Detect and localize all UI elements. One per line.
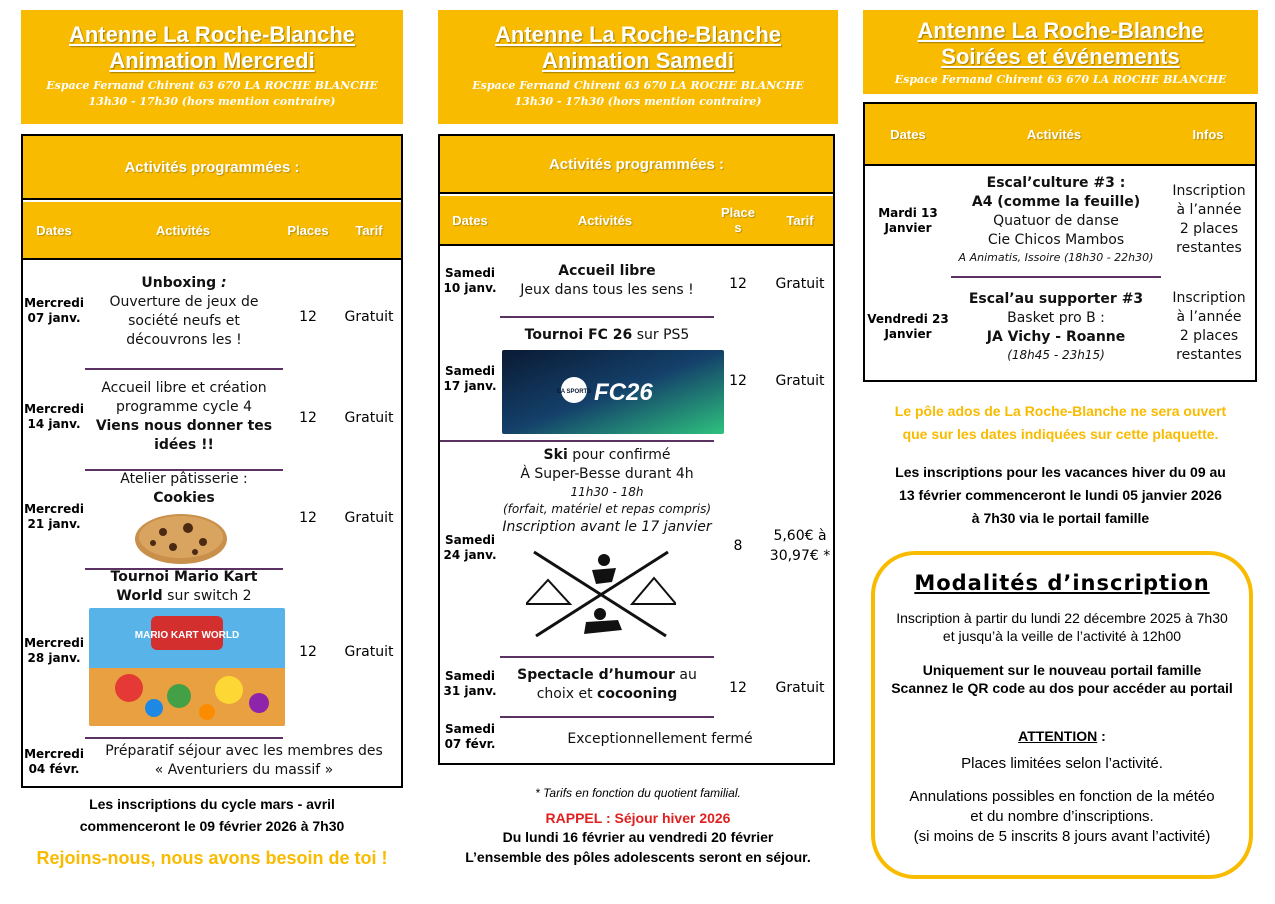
- activity-ferme: Exceptionnellement fermé: [567, 731, 753, 747]
- row-divider: [440, 440, 714, 442]
- activity-unboxing: Unboxing : Ouverture de jeux de société neufs et découvrons les !: [109, 275, 259, 348]
- places-value: 12: [299, 644, 317, 660]
- tarif-value: 5,60€ à 30,97€ *: [769, 528, 831, 564]
- header-row: [23, 202, 401, 260]
- address: Espace Fernand Chirent 63 670 LA ROCHE BLANCHE: [472, 79, 804, 92]
- column-mercredi: [21, 10, 403, 868]
- tarif-value: Gratuit: [344, 644, 394, 660]
- modalites-title: Modalités d’inscription: [914, 571, 1210, 595]
- header-row: [440, 196, 833, 246]
- header-activites: Activités: [1026, 126, 1082, 142]
- activities-table: [438, 134, 835, 765]
- title-antenne: Antenne La Roche-Blanche: [494, 22, 782, 47]
- hours: 13h30 - 17h30 (hors mention contraire): [88, 95, 336, 108]
- header-dates: Dates: [36, 222, 72, 238]
- date-cell: Mardi 13 Janvier: [878, 206, 938, 235]
- tarif-value: Gratuit: [344, 510, 394, 526]
- header-infos: Infos: [1192, 126, 1224, 142]
- date-cell: Samedi 10 janv.: [443, 266, 497, 295]
- hours: 13h30 - 17h30 (hors mention contraire): [514, 95, 762, 108]
- tarif-footnote: * Tarifs en fonction du quotient familial.: [535, 786, 741, 800]
- header-dates: Dates: [452, 212, 488, 228]
- column-soirees: [863, 10, 1258, 845]
- places-value: 12: [299, 510, 317, 526]
- activity-accueil-libre: Accueil libre Jeux dans tous les sens !: [520, 263, 694, 298]
- date-cell: Mercredi 14 janv.: [24, 402, 84, 431]
- activity-mariokart: Tournoi Mario Kart World sur switch 2: [110, 569, 258, 604]
- row-divider: [500, 656, 714, 658]
- title-antenne: Antenne La Roche-Blanche: [68, 22, 356, 47]
- title-antenne: Antenne La Roche-Blanche: [917, 18, 1204, 43]
- event-escal-culture: Escal’culture #3 : A4 (comme la feuille) Quatuor de danse Cie Chicos Mambos A Animatis, Issoire (18h30 - 22h30): [958, 175, 1154, 264]
- mario-kart-image: [89, 608, 285, 726]
- activities-table: [21, 134, 403, 788]
- row-divider: [85, 368, 283, 370]
- address: Espace Fernand Chirent 63 670 LA ROCHE BLANCHE: [46, 79, 378, 92]
- event-infos: Inscription à l’année 2 places restantes: [1172, 290, 1246, 363]
- title-soirees: Soirées et événements: [941, 44, 1180, 69]
- svg-text:EA SPORTS: EA SPORTS: [556, 389, 592, 395]
- header-activites: Activités: [577, 212, 633, 228]
- date-cell: Samedi 17 janv.: [443, 364, 497, 393]
- header-samedi: [438, 10, 838, 124]
- modalites-box: [871, 551, 1253, 879]
- places-limitees: Places limitées selon l’activité.: [961, 755, 1163, 772]
- rappel: RAPPEL : Séjour hiver 2026: [545, 810, 731, 826]
- tarif-value: Gratuit: [775, 276, 825, 292]
- activity-spectacle: Spectacle d’humour au choix et cocooning: [517, 667, 697, 702]
- date-cell: Samedi 07 févr.: [444, 722, 496, 751]
- attention-label: ATTENTION :: [1018, 728, 1106, 744]
- activity-preparatif: Préparatif séjour avec les membres des « Aventuriers du massif »: [105, 743, 383, 778]
- title-animation: Animation Samedi: [542, 48, 734, 73]
- places-value: 12: [299, 410, 317, 426]
- address: Espace Fernand Chirent 63 670 LA ROCHE BLANCHE: [894, 73, 1227, 86]
- inscriptions-vacances: Les inscriptions pour les vacances hiver du 09 au 13 février commenceront le lundi 05 janvier 2026 à 7h30 via le portail famille: [895, 464, 1226, 526]
- activity-ski: Ski pour confirmé À Super-Besse durant 4h 11h30 - 18h (forfait, matériel et repas compris) Inscription avant le 17 janvier: [502, 447, 712, 535]
- activity-accueil: Accueil libre et création programme cycle 4 Viens nous donner tes idées !!: [95, 380, 273, 453]
- header-soirees: [863, 10, 1258, 94]
- tarif-value: Gratuit: [775, 373, 825, 389]
- date-cell: Samedi 31 janv.: [443, 669, 497, 698]
- date-cell: Mercredi 21 janv.: [24, 502, 84, 531]
- band-title: Activités programmées :: [440, 136, 833, 194]
- places-value: 12: [729, 373, 747, 389]
- activity-patisserie: Atelier pâtisserie : Cookies: [120, 471, 248, 506]
- band-title: Activités programmées :: [23, 136, 401, 200]
- tarif-value: Gratuit: [775, 680, 825, 696]
- event-infos: Inscription à l’année 2 places restantes: [1172, 183, 1246, 256]
- title-animation: Animation Mercredi: [109, 48, 315, 73]
- column-samedi: [438, 10, 838, 865]
- places-value: 12: [729, 276, 747, 292]
- row-divider: [951, 276, 1161, 278]
- header-row: [865, 104, 1255, 166]
- info-pole: Le pôle ados de La Roche-Blanche ne sera ouvert que sur les dates indiquées sur cette plaquette.: [894, 403, 1227, 442]
- cycle-note: Les inscriptions du cycle mars - avril commenceront le 09 février 2026 à 7h30: [79, 796, 345, 834]
- activity-fc26: Tournoi FC 26 sur PS5: [524, 327, 690, 343]
- date-cell: Mercredi 07 janv.: [24, 296, 84, 325]
- annulations: Annulations possibles en fonction de la météo et du nombre d’inscriptions. (si moins de 5 inscrits 8 jours avant l’activité): [909, 788, 1215, 845]
- header-places: Place s: [721, 205, 755, 235]
- sejour-text: Du lundi 16 février au vendredi 20 février L’ensemble des pôles adolescents seront en séjour.: [465, 829, 811, 865]
- row-divider: [500, 316, 714, 318]
- event-escal-supporter: Escal’au supporter #3 Basket pro B : JA Vichy - Roanne (18h45 - 23h15): [968, 291, 1144, 362]
- portail-info: Uniquement sur le nouveau portail famille Scannez le QR code au dos pour accéder au portail: [891, 662, 1233, 696]
- header-places: Places: [287, 222, 329, 238]
- header-tarif: Tarif: [786, 212, 814, 228]
- svg-text:FC26: FC26: [594, 379, 653, 406]
- date-cell: Mercredi 28 janv.: [24, 636, 84, 665]
- tarif-value: Gratuit: [344, 410, 394, 426]
- svg-text:MARIO KART WORLD: MARIO KART WORLD: [134, 630, 240, 641]
- row-divider: [500, 716, 714, 718]
- ski-image: [526, 544, 676, 648]
- header-dates: Dates: [890, 126, 926, 142]
- date-cell: Samedi 24 janv.: [443, 533, 497, 562]
- tarif-value: Gratuit: [344, 309, 394, 325]
- row-divider: [85, 737, 283, 739]
- header-mercredi: [21, 10, 403, 124]
- events-table: [863, 102, 1257, 382]
- header-activites: Activités: [155, 222, 211, 238]
- fc26-image: [502, 350, 724, 434]
- header-tarif: Tarif: [355, 222, 383, 238]
- cookie-image: [133, 510, 229, 566]
- date-cell: Mercredi 04 févr.: [24, 747, 84, 776]
- cta-text: Rejoins-nous, nous avons besoin de toi !: [36, 848, 388, 868]
- inscription-dates: Inscription à partir du lundi 22 décembre 2025 à 7h30 et jusqu’à la veille de l’activité à 12h00: [896, 610, 1228, 644]
- places-value: 12: [299, 309, 317, 325]
- places-value: 12: [729, 680, 747, 696]
- places-value: 8: [733, 538, 743, 554]
- date-cell: Vendredi 23 Janvier: [867, 312, 949, 341]
